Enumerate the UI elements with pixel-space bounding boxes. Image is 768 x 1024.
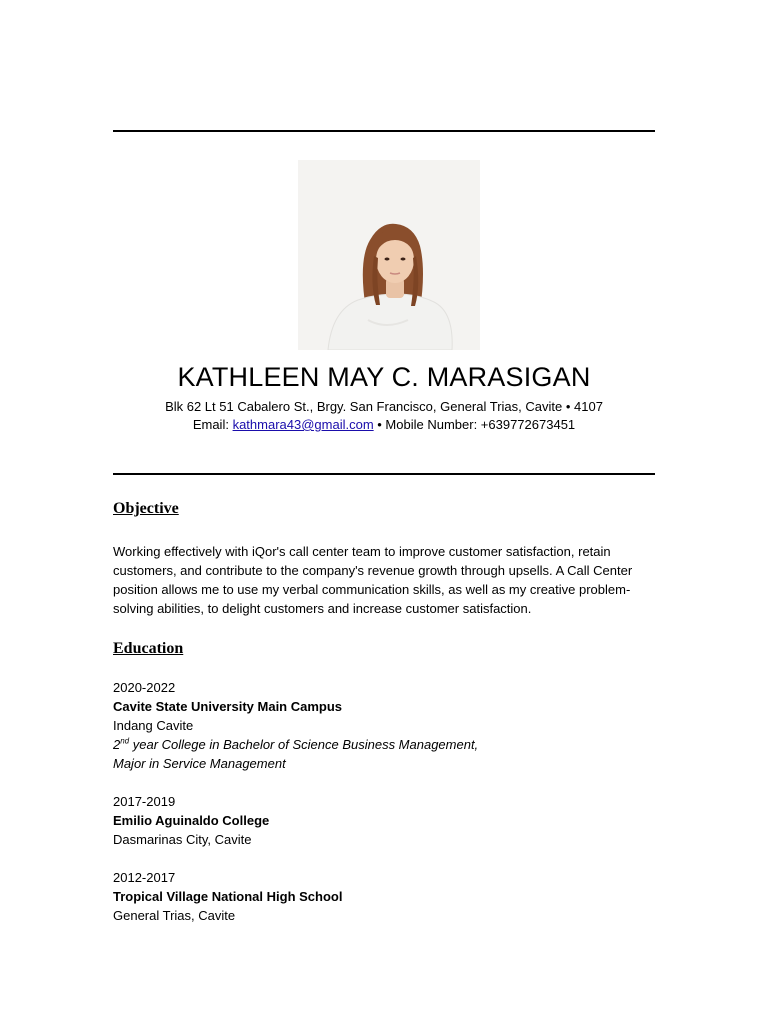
profile-photo <box>298 160 480 350</box>
top-divider <box>113 130 655 132</box>
education-school: Cavite State University Main Campus <box>113 699 343 714</box>
education-location: Dasmarinas City, Cavite <box>113 832 252 847</box>
education-school: Tropical Village National High School <box>113 889 343 904</box>
education-location: General Trias, Cavite <box>113 908 236 923</box>
education-detail-suffix: nd <box>120 736 130 746</box>
education-entry <box>113 792 658 849</box>
contact-line <box>0 417 768 432</box>
education-detail-major: Major in Service Management <box>113 756 286 771</box>
education-school: Emilio Aguinaldo College <box>113 813 270 828</box>
objective-heading: Objective <box>113 500 179 517</box>
objective-paragraph: Working effectively with iQor's call center team to improve customer satisfaction, retain customers, and contribute to the company's revenue growth through upsells. A Call Center position allows me to use my verbal communication skills, as well as my creative problem-solving abilities, to delight customers and increase customer satisfaction. <box>113 544 633 616</box>
address-line: Blk 62 Lt 51 Cabalero St., Brgy. San Francisco, General Trias, Cavite • 4107 <box>165 399 603 414</box>
mobile-number: • Mobile Number: +639772673451 <box>373 417 576 432</box>
education-years: 2020-2022 <box>113 680 176 695</box>
candidate-name: KATHLEEN MAY C. MARASIGAN <box>177 362 591 392</box>
education-detail-number: 2 <box>113 737 121 752</box>
portrait-image <box>298 160 480 350</box>
section-divider <box>113 473 655 475</box>
email-label: Email: <box>192 417 233 432</box>
education-years: 2012-2017 <box>113 870 176 885</box>
education-location: Indang Cavite <box>113 718 194 733</box>
education-entry <box>113 868 658 925</box>
email-link[interactable]: kathmara43@gmail.com <box>232 417 374 432</box>
education-entry <box>113 678 658 773</box>
education-years: 2017-2019 <box>113 794 176 809</box>
education-detail <box>113 735 658 754</box>
education-detail-text: year College in Bachelor of Science Business Management, <box>129 737 479 752</box>
education-heading: Education <box>113 640 184 657</box>
